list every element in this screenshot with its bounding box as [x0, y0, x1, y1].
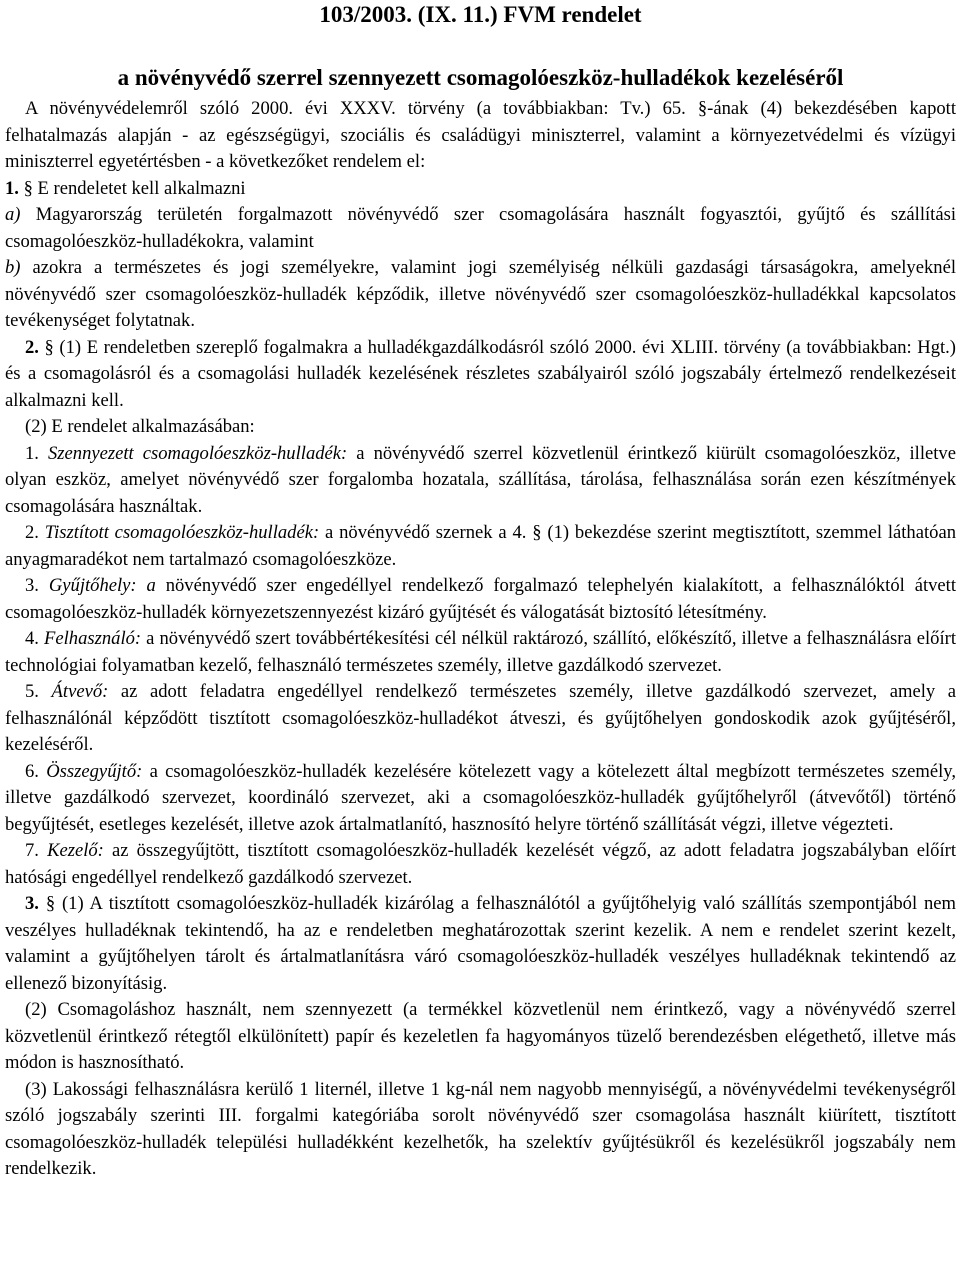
definition-item [5, 626, 956, 679]
definition-text: a növényvédő szerrel közvetlenül érintkező kiürült csomagolóeszköz, illetve olyan eszköz, amelyet növényvédő szer forgalomba hozatala, szállítása, tárolása, felhasználása során ezen készítmények csomagolására használtak. [5, 442, 956, 517]
definition-number: 2. [25, 522, 39, 543]
definition-number: 3. [25, 575, 39, 596]
document-subtitle: a növényvédő szerrel szennyezett csomagolóeszköz-hulladékok kezeléséről [117, 65, 844, 90]
definition-text: az adott feladatra engedéllyel rendelkező természetes személy, illetve gazdálkodó szervezet, amely a felhasználónál képződött tisztított csomagolóeszköz-hulladékot átveszi, és gyűjtőhelyen gondoskodik azok gyűjtéséről, kezeléséről. [5, 681, 957, 755]
definition-term: Felhasználó: [44, 628, 142, 649]
definition-item [5, 759, 956, 839]
definition-number: 1. [25, 442, 39, 464]
definition-text: a növényvédő szernek a 4. § (1) bekezdése szerint megtisztított, szemmel láthatóan anyagmaradékot nem tartalmazó csomagolóeszköze. [5, 522, 956, 570]
definition-text: növényvédő szer engedéllyel rendelkező forgalmazó telephelyén kialakított, a felhasználóktól átvett csomagolóeszköz-hulladék környezetszennyezést kizáró gyűjtését és válogatását biztosító létesítmény. [5, 575, 956, 623]
definition-term: Tisztított csomagolóeszköz-hulladék: [44, 522, 320, 543]
section-2-paragraph-2: (2) E rendelet alkalmazásában: [25, 416, 255, 437]
definition-term: Kezelő: [47, 840, 104, 861]
section-1-point-a [5, 202, 956, 255]
section-text: § (1) E rendeletben szereplő fogalmakra a hulladékgazdálkodásról szóló 2000. évi XLIII. törvény (a továbbiakban: Hgt.) és a csomagolásról és a csomagolási hulladék kezelésének részletes szabályairól szóló jogszabály értelmező rendelkezéseit alkalmazni kell. [5, 336, 956, 411]
definition-term: Összegyűjtő: [46, 760, 143, 782]
definitions-list [5, 441, 956, 892]
definition-text: a csomagolóeszköz-hulladék kezelésére kötelezett vagy a kötelezett által megbízott természetes személy, illetve gazdálkodó szervezet, koordináló szervezet, aki a csomagolóeszköz-hulladék gyűjtőhelyről (átvevőtől) történő begyűjtését, esetleges kezelését, illetve azok ártalmatlanító, hasznosító helyre történő szállítását végzi, illetve végezteti. [5, 760, 956, 835]
point-label: a) [5, 204, 21, 225]
definition-number: 5. [25, 681, 39, 702]
section-3-paragraph-1 [5, 891, 956, 997]
definition-text: az összegyűjtött, tisztított csomagolóeszköz-hulladék kezelését végző, az adott feladatra jogszabályban előírt hatósági engedéllyel rendelkező gazdálkodó szervezet. [5, 840, 957, 888]
section-3-paragraph-3: (3) Lakossági felhasználásra kerülő 1 liternél, illetve 1 kg-nál nem nagyobb mennyiségű, a növényvédelmi tevékenységről szóló jogszabály szerinti III. forgalmi kategóriába sorolt növényvédő szer csomagolása használt kiürített, tisztított csomagolóeszköz-hulladék települési hulladékként kezelhetők, ha szelektív gyűjtésükről és kezelésükről jogszabály nem rendelkezik. [5, 1078, 956, 1179]
section-number: 2. [25, 336, 39, 358]
definition-item [5, 838, 956, 891]
definition-number: 6. [25, 760, 39, 782]
definition-item [5, 679, 956, 759]
section-3-paragraph-2: (2) Csomagoláshoz használt, nem szennyezett (a termékkel közvetlenül nem érintkező, vagy a növényvédő szerrel közvetlenül érintkező rétegtől elkülönített) papír és kezeletlen fa hagyományos tüzelő berendezésben elégethető, illetve más módon is hasznosítható. [5, 999, 956, 1073]
definition-text: a növényvédő szert továbbértékesítési cél nélkül raktározó, szállító, előkészítő, illetve a felhasználásra előírt technológiai folyamatban kezelő, felhasználó természetes személy, illetve gazdálkodó szervezet. [5, 628, 956, 676]
point-text: azokra a természetes és jogi személyekre, valamint jogi személyiség nélküli gazdasági társaságokra, amelyeknél növényvédő szer csomagolóeszköz-hulladék képződik, illetve növényvédő szer csomagolóeszköz-hulladékkal kapcsolatos tevékenységet folytatnak. [5, 257, 956, 331]
section-text: § (1) A tisztított csomagolóeszköz-hulladék kizárólag a felhasználótól a gyűjtőhelyig való szállítás szempontjából nem veszélyes hulladéknak tekintendő, ha az e rendeletben meghatározottak szerint kezelik. A nem e rendelet szerint kezelt, valamint a gyűjtőhelyen tárolt és ártalmatlanításra váró csomagolóeszköz-hulladék veszélyes hulladéknak tekintendő az ellenező bizonyításig. [5, 893, 956, 994]
definition-item [5, 520, 956, 573]
point-text: Magyarország területén forgalmazott növényvédő szer csomagolására használt fogyasztói, gyűjtő és szállítási csomagolóeszköz-hulladékokra, valamint [5, 204, 956, 252]
definition-number: 7. [25, 840, 39, 861]
definition-term: Szennyezett csomagolóeszköz-hulladék: [48, 442, 348, 464]
document-title: 103/2003. (IX. 11.) FVM rendelet [319, 2, 642, 27]
definition-number: 4. [25, 628, 39, 649]
intro-paragraph: A növényvédelemről szóló 2000. évi XXXV. törvény (a továbbiakban: Tv.) 65. §-ának (4) bekezdésében kapott felhatalmazás alapján - az egészségügyi, szociális és családügyi miniszterrel, valamint a környezetvédelmi és vízügyi miniszterrel egyetértésben - a következőket rendelem el: [5, 98, 956, 172]
definition-item [5, 573, 956, 626]
definition-item [5, 441, 956, 521]
definition-term: Gyűjtőhely: a [48, 575, 156, 596]
section-1 [5, 176, 956, 203]
section-number: 3. [25, 893, 39, 914]
point-label: b) [5, 257, 21, 278]
section-text: § E rendeletet kell alkalmazni [23, 177, 246, 199]
section-2-paragraph-1 [5, 335, 956, 415]
section-number: 1. [5, 177, 19, 199]
definition-term: Átvevő: [51, 681, 109, 702]
section-1-point-b [5, 255, 956, 335]
